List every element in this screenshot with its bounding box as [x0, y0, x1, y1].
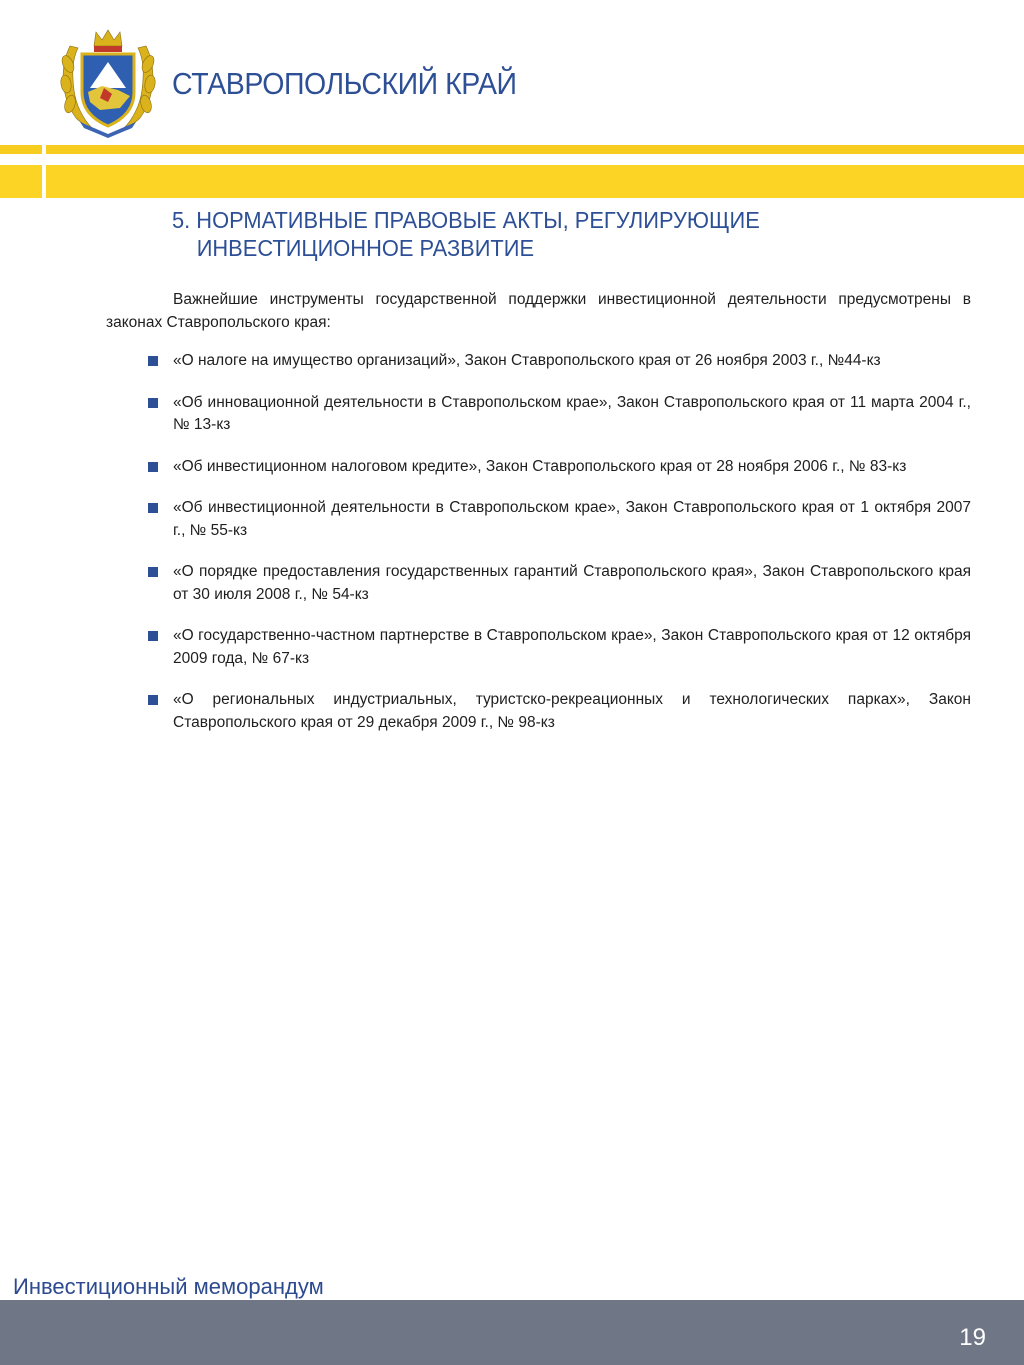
list-item	[146, 625, 971, 670]
footer-label: Инвестиционный меморандум	[13, 1274, 324, 1299]
region-title: СТАВРОПОЛЬСКИЙ КРАЙ	[172, 66, 517, 101]
footer-bar	[0, 1300, 1024, 1365]
list-item	[146, 392, 971, 437]
header-stripe-thin	[0, 145, 1024, 154]
section-title-line-2: ИНВЕСТИЦИОННОЕ РАЗВИТИЕ	[196, 235, 535, 261]
law-text: «Об инновационной деятельности в Ставропольском крае», Закон Ставропольского края от 11 марта 2004 г., № 13-кз	[173, 393, 971, 433]
law-text: «О государственно-частном партнерстве в Ставропольском крае», Закон Ставропольского края от 12 октября 2009 года, № 67-кз	[173, 627, 971, 667]
square-bullet-icon	[148, 462, 158, 472]
law-text: «Об инвестиционной деятельности в Ставропольском крае», Закон Ставропольского края от 1 октября 2007 г., № 55-кз	[173, 499, 971, 539]
section-title	[172, 206, 894, 262]
square-bullet-icon	[148, 567, 158, 577]
law-list	[146, 350, 971, 753]
header-stripe-gap	[0, 154, 1024, 165]
square-bullet-icon	[148, 356, 158, 366]
law-text: «О региональных индустриальных, туристско-рекреационных и технологических парках», Закон Ставропольского края от 29 декабря 2009 г., № 98-кз	[173, 691, 971, 731]
list-item	[146, 689, 971, 734]
law-text: «Об инвестиционном налоговом кредите», Закон Ставропольского края от 28 ноября 2006 г., № 83-кз	[173, 457, 907, 475]
list-item	[146, 456, 971, 479]
header-stripe-thick	[0, 165, 1024, 198]
square-bullet-icon	[148, 695, 158, 705]
page-number: 19	[959, 1324, 986, 1351]
square-bullet-icon	[148, 503, 158, 513]
section-title-line-1: 5. НОРМАТИВНЫЕ ПРАВОВЫЕ АКТЫ, РЕГУЛИРУЮЩИЕ	[172, 207, 760, 233]
list-item	[146, 561, 971, 606]
coat-of-arms-icon	[56, 26, 160, 138]
square-bullet-icon	[148, 631, 158, 641]
stripe-vertical-divider	[42, 145, 46, 198]
intro-paragraph: Важнейшие инструменты государственной поддержки инвестиционной деятельности предусмотрены в законах Ставропольского края:	[106, 291, 971, 331]
list-item	[146, 350, 971, 373]
law-text: «О порядке предоставления государственных гарантий Ставропольского края», Закон Ставропольского края от 30 июля 2008 г., № 54-кз	[173, 563, 971, 603]
law-text: «О налоге на имущество организаций», Закон Ставропольского края от 26 ноября 2003 г., №44-кз	[173, 352, 881, 369]
square-bullet-icon	[148, 398, 158, 408]
list-item	[146, 497, 971, 542]
